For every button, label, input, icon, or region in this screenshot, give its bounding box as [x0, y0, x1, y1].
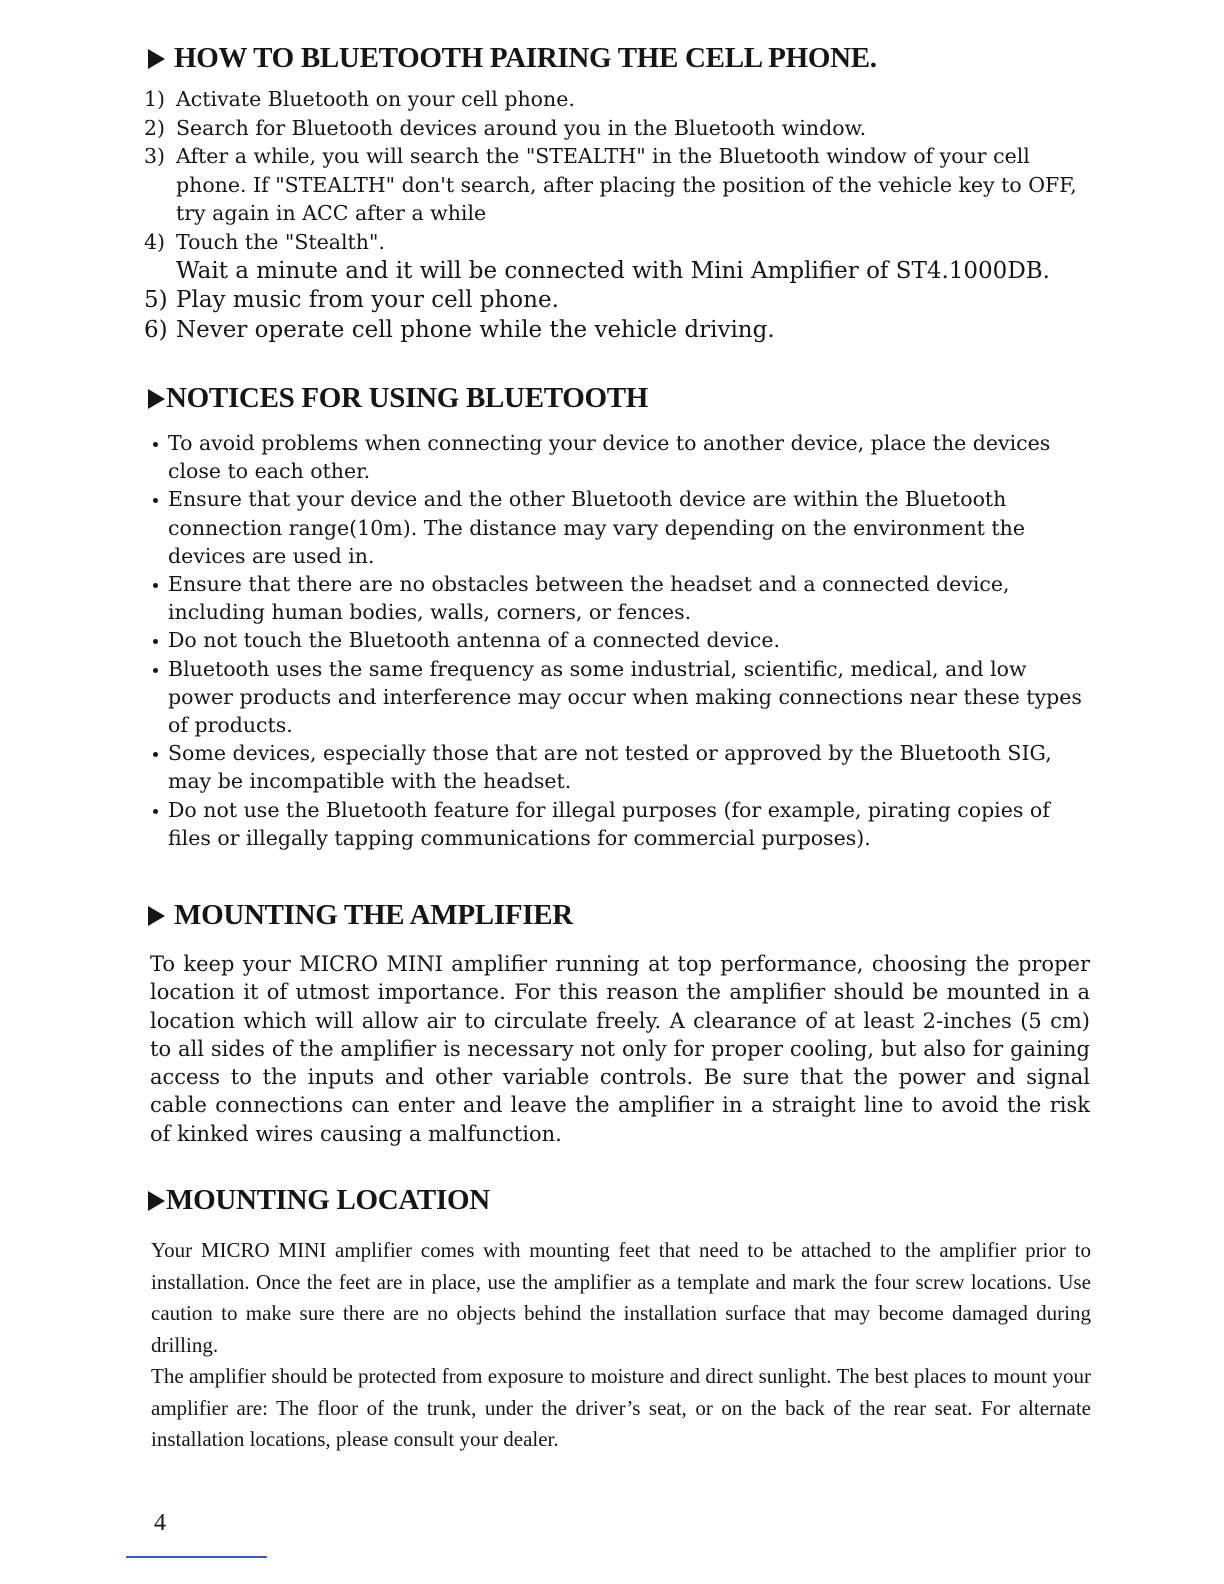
heading-bluetooth-pairing	[148, 42, 877, 75]
mounting-location-paragraph-1: Your MICRO MINI amplifier comes with mounting feet that need to be attached to the amplifier prior to installation. Once the feet are in place, use the amplifier as a template and mark the four screw locations. Use caution to make sure there are no objects behind the installation surface that may become damaged during drilling.	[151, 1238, 1091, 1357]
list-item: 6) Never operate cell phone while the vehicle driving.	[144, 316, 775, 343]
list-item: 2) Search for Bluetooth devices around you in the Bluetooth window.	[144, 115, 867, 140]
list-item: 5) Play music from your cell phone.	[144, 287, 559, 313]
page-number: 4	[154, 1510, 166, 1536]
list-item: 1) Activate Bluetooth on your cell phone.	[144, 87, 575, 111]
heading-text: MOUNTING LOCATION	[166, 1184, 490, 1216]
list-item: Some devices, especially those that are not tested or approved by the Bluetooth SIG, may be incompatible with the headset.	[152, 739, 1082, 795]
heading-mounting-location	[148, 1184, 490, 1217]
list-item: Ensure that there are no obstacles between the headset and a connected device, including human bodies, walls, corners, or fences.	[152, 570, 1082, 626]
list-item: 4) Touch the "Stealth". Wait a minute and it will be connected with Mini Amplifier of ST4.1000DB.	[144, 229, 1050, 284]
triangle-bullet-icon	[148, 1191, 165, 1211]
list-item: Do not touch the Bluetooth antenna of a connected device.	[152, 626, 1082, 654]
heading-text: MOUNTING THE AMPLIFIER	[174, 899, 573, 931]
heading-text: HOW TO BLUETOOTH PAIRING THE CELL PHONE.	[174, 42, 877, 74]
list-item: Do not use the Bluetooth feature for illegal purposes (for example, pirating copies of files or illegally tapping communications for commercial purposes).	[152, 796, 1082, 852]
triangle-bullet-icon	[148, 906, 165, 926]
triangle-bullet-icon	[148, 389, 165, 409]
list-item: 3) After a while, you will search the "STEALTH" in the Bluetooth window of your cell phone. If "STEALTH" don't search, after placing the position of the vehicle key to OFF, try again in ACC after a while	[144, 144, 1077, 225]
mounting-amplifier-paragraph: To keep your MICRO MINI amplifier running at top performance, choosing the proper location it of utmost importance. For this reason the amplifier should be mounted in a location which will allow air to circulate freely. A clearance of at least 2-inches (5 cm) to all sides of the amplifier is necessary not only for proper cooling, but also for gaining access to the inputs and other variable controls. Be sure that the power and signal cable connections can enter and leave the amplifier in a straight line to avoid the risk of kinked wires causing a malfunction.	[150, 952, 1090, 1146]
list-item: To avoid problems when connecting your device to another device, place the devices close to each other.	[152, 429, 1082, 485]
list-item: Ensure that your device and the other Bluetooth device are within the Bluetooth connection range(10m). The distance may vary depending on the environment the devices are used in.	[152, 485, 1082, 570]
triangle-bullet-icon	[148, 49, 165, 69]
heading-mounting-amplifier	[148, 899, 573, 932]
mounting-location-paragraph-2: The amplifier should be protected from exposure to moisture and direct sunlight. The best places to mount your amplifier are: The floor of the trunk, under the driver’s seat, or on the back of the rear seat. For alternate installation locations, please consult your dealer.	[151, 1364, 1091, 1452]
heading-text: NOTICES FOR USING BLUETOOTH	[166, 382, 649, 414]
notices-list	[152, 429, 1082, 852]
pairing-steps-list	[144, 85, 1104, 345]
list-item: Bluetooth uses the same frequency as some industrial, scientific, medical, and low power products and interference may occur when making connections near these types of products.	[152, 655, 1082, 740]
footer-rule	[126, 1556, 267, 1558]
heading-bluetooth-notices	[148, 382, 648, 415]
